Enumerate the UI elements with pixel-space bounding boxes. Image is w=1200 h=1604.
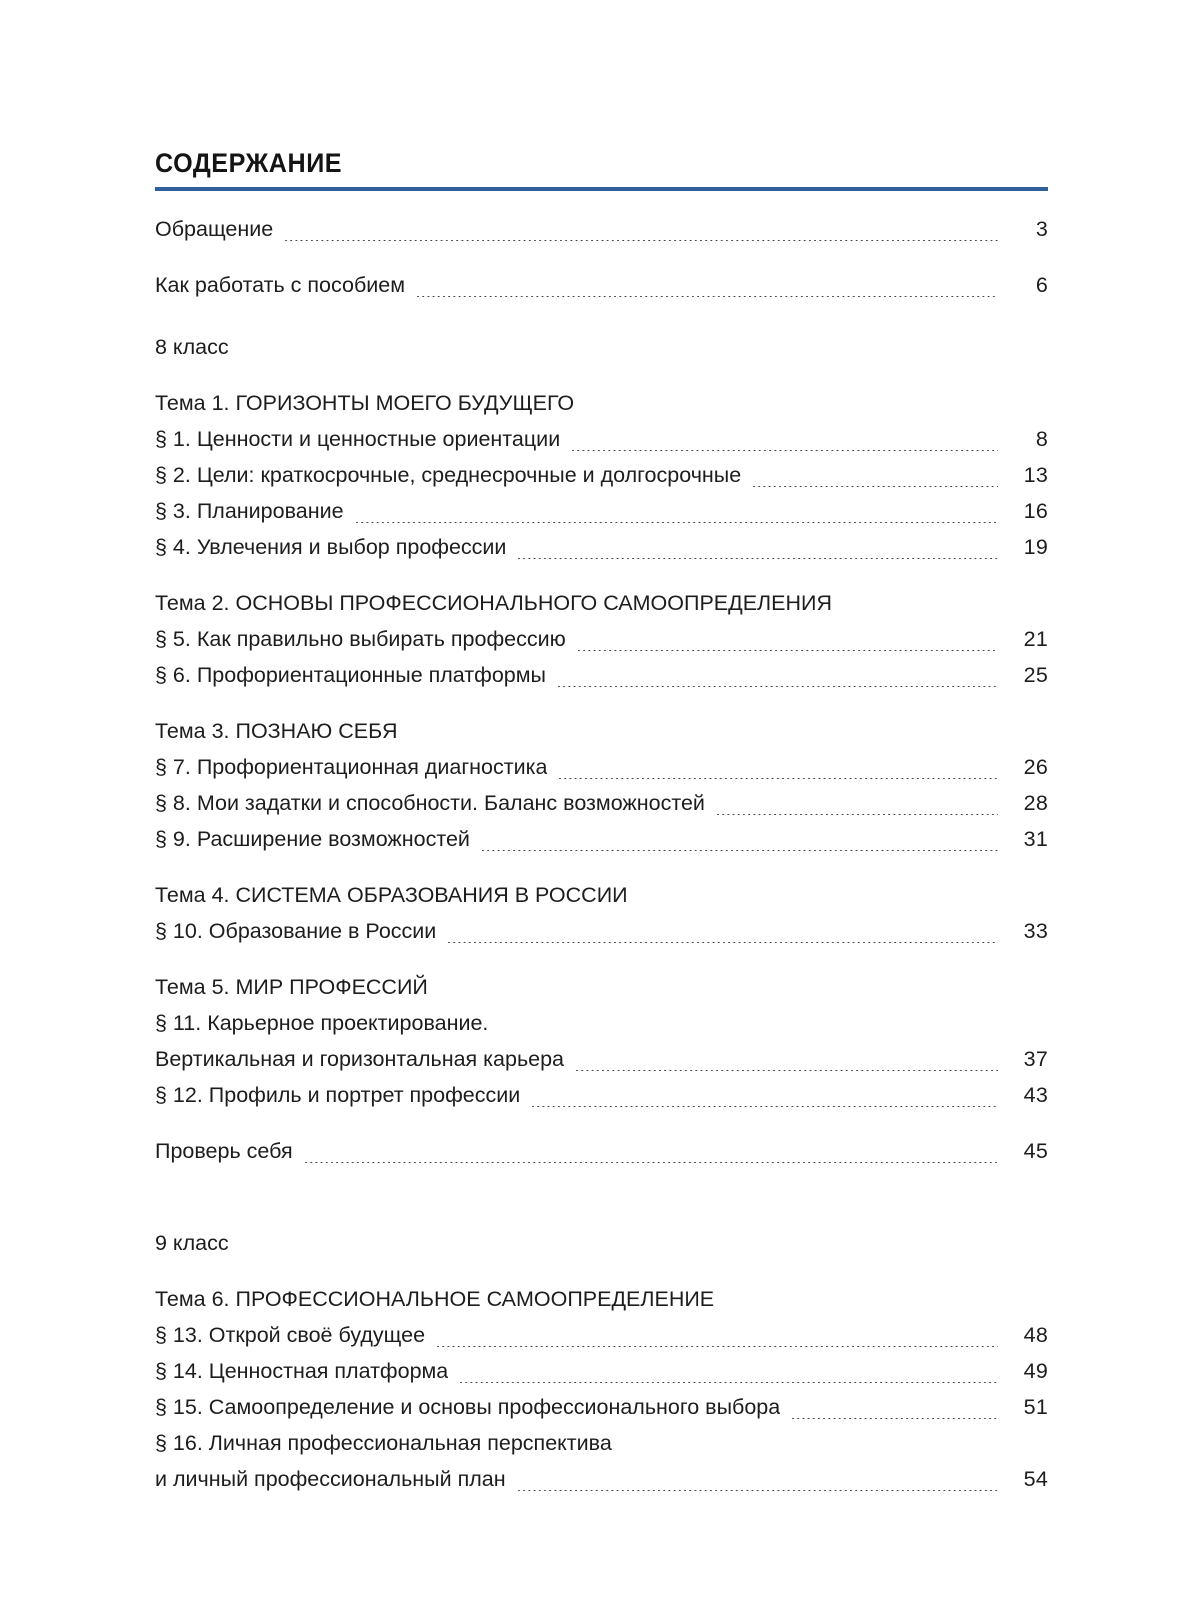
toc-entry-row[interactable] — [155, 211, 1048, 247]
toc-theme-heading — [155, 1281, 1048, 1317]
toc-page-number: 48 — [1023, 1323, 1048, 1347]
dot-leader — [792, 1418, 998, 1419]
heading-divider — [155, 187, 1048, 191]
toc-page-number: 43 — [1023, 1083, 1048, 1107]
toc-entry-row[interactable] — [155, 1389, 1048, 1425]
toc-entry-row[interactable] — [155, 1133, 1048, 1169]
toc-page-number: 54 — [1023, 1467, 1048, 1491]
toc-entry-row[interactable] — [155, 1077, 1048, 1113]
dot-leader — [576, 1070, 998, 1071]
toc-entry-label: Обращение — [155, 217, 274, 241]
toc-theme-heading — [155, 969, 1048, 1005]
toc-entry-label: § 7. Профориентационная диагностика — [155, 755, 548, 779]
toc-entry-row[interactable] — [155, 821, 1048, 857]
toc-entry-label: Тема 5. МИР ПРОФЕССИЙ — [155, 975, 428, 999]
toc-grade-label — [155, 1225, 1048, 1261]
toc-page-number: 19 — [1023, 535, 1048, 559]
toc-page-number: 26 — [1023, 755, 1048, 779]
toc-page-number: 25 — [1023, 663, 1048, 687]
toc-entry-label: Вертикальная и горизонтальная карьера — [155, 1047, 565, 1071]
toc-page-number: 33 — [1023, 919, 1048, 943]
toc-entry-label: Тема 6. ПРОФЕССИОНАЛЬНОЕ САМООПРЕДЕЛЕНИЕ — [155, 1287, 715, 1311]
toc-entry-label: § 15. Самоопределение и основы профессионального выбора — [155, 1395, 781, 1419]
toc-entry-row[interactable] — [155, 421, 1048, 457]
toc-page-number: 3 — [1035, 217, 1048, 241]
toc-page-number: 45 — [1023, 1139, 1048, 1163]
toc-entry-row[interactable] — [155, 621, 1048, 657]
toc-entry-label: § 1. Ценности и ценностные ориентации — [155, 427, 561, 451]
toc-page-number: 49 — [1023, 1359, 1048, 1383]
toc-entry-label: Тема 3. ПОЗНАЮ СЕБЯ — [155, 719, 398, 743]
toc-entry-label: § 13. Открой своё будущее — [155, 1323, 426, 1347]
toc-page-number: 8 — [1035, 427, 1048, 451]
toc-entry-label: Тема 2. ОСНОВЫ ПРОФЕССИОНАЛЬНОГО САМООПРЕДЕЛЕНИЯ — [155, 591, 832, 615]
toc-entry-row[interactable] — [155, 457, 1048, 493]
toc-page-number: 21 — [1023, 627, 1048, 651]
dot-leader — [417, 296, 998, 297]
toc-grade-label — [155, 329, 1048, 365]
toc-entry-label: § 16. Личная профессиональная перспектива — [155, 1431, 612, 1455]
dot-leader — [305, 1162, 998, 1163]
toc-entry-label: § 10. Образование в России — [155, 919, 437, 943]
dot-leader — [753, 486, 998, 487]
toc-entry-row[interactable] — [155, 493, 1048, 529]
toc-entry-label: § 4. Увлечения и выбор профессии — [155, 535, 507, 559]
dot-leader — [532, 1106, 998, 1107]
page-title: СОДЕРЖАНИЕ — [155, 148, 343, 178]
toc-entry-label: § 2. Цели: краткосрочные, среднесрочные и долгосрочные — [155, 463, 742, 487]
dot-leader — [356, 522, 998, 523]
toc-entry-label: 8 класс — [155, 335, 229, 359]
toc-theme-heading — [155, 385, 1048, 421]
toc-entry-label: § 11. Карьерное проектирование. — [155, 1011, 489, 1035]
dot-leader — [285, 240, 998, 241]
dot-leader — [518, 1490, 998, 1491]
toc-entry-row[interactable] — [155, 749, 1048, 785]
toc-entry-label: Тема 4. СИСТЕМА ОБРАЗОВАНИЯ В РОССИИ — [155, 883, 628, 907]
toc-entry-label: § 3. Планирование — [155, 499, 344, 523]
toc-entry-label: 9 класс — [155, 1231, 229, 1255]
toc-entry-label: § 14. Ценностная платформа — [155, 1359, 449, 1383]
toc-entry-row[interactable] — [155, 267, 1048, 303]
toc-page-number: 13 — [1023, 463, 1048, 487]
toc-page-number: 16 — [1023, 499, 1048, 523]
dot-leader — [482, 850, 998, 851]
toc-entry-label: § 6. Профориентационные платформы — [155, 663, 546, 687]
toc-entry-label: Тема 1. ГОРИЗОНТЫ МОЕГО БУДУЩЕГО — [155, 391, 575, 415]
dot-leader — [437, 1346, 998, 1347]
toc-page-number: 37 — [1023, 1047, 1048, 1071]
toc-entry-row[interactable] — [155, 1041, 1048, 1077]
dot-leader — [460, 1382, 998, 1383]
toc-entry-row[interactable] — [155, 1353, 1048, 1389]
toc-entry-row — [155, 1425, 1048, 1461]
toc-entry-label: § 12. Профиль и портрет профессии — [155, 1083, 521, 1107]
toc-entry-row[interactable] — [155, 1461, 1048, 1497]
toc-entry-row[interactable] — [155, 529, 1048, 565]
toc-entry-row[interactable] — [155, 785, 1048, 821]
toc-entry-label: § 5. Как правильно выбирать профессию — [155, 627, 566, 651]
dot-leader — [559, 778, 998, 779]
toc-entry-label: Проверь себя — [155, 1139, 293, 1163]
toc-page-number: 51 — [1023, 1395, 1048, 1419]
toc-entry-row[interactable] — [155, 657, 1048, 693]
toc-entry-label: Как работать с пособием — [155, 273, 406, 297]
dot-leader — [572, 450, 998, 451]
dot-leader — [717, 814, 998, 815]
dot-leader — [578, 650, 998, 651]
toc-entry-row — [155, 1005, 1048, 1041]
toc-list — [155, 211, 1048, 1497]
dot-leader — [448, 942, 998, 943]
toc-page-number: 6 — [1035, 273, 1048, 297]
toc-page-number: 31 — [1023, 827, 1048, 851]
toc-page-number: 28 — [1023, 791, 1048, 815]
dot-leader — [558, 686, 998, 687]
toc-theme-heading — [155, 585, 1048, 621]
toc-entry-row[interactable] — [155, 913, 1048, 949]
toc-entry-row[interactable] — [155, 1317, 1048, 1353]
toc-theme-heading — [155, 877, 1048, 913]
toc-theme-heading — [155, 713, 1048, 749]
toc-entry-label: § 9. Расширение возможностей — [155, 827, 470, 851]
toc-entry-label: и личный профессиональный план — [155, 1467, 506, 1491]
toc-content-area — [155, 148, 1048, 1497]
toc-entry-label: § 8. Мои задатки и способности. Баланс возможностей — [155, 791, 705, 815]
dot-leader — [518, 558, 998, 559]
